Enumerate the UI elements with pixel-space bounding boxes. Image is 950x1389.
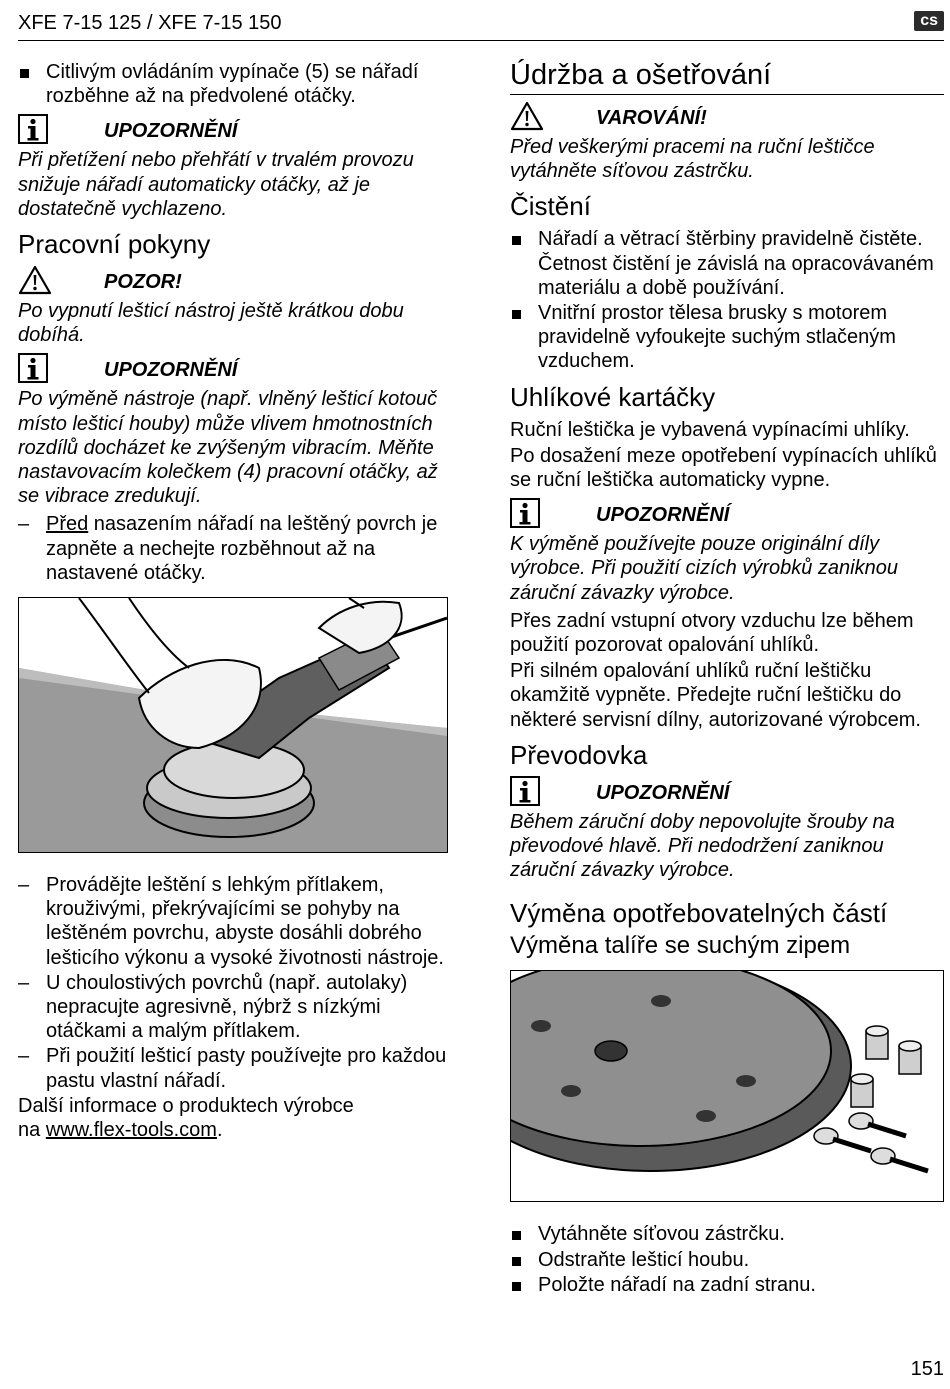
backing-pad-illustration [510,970,944,1202]
cleaning-list [510,227,944,373]
section-heading-gearbox: Převodovka [510,739,648,770]
dash-list-tips [18,873,450,1093]
notice-overload [18,114,450,221]
list-item: Vytáhněte síťovou zástrčku. [510,1222,944,1246]
info-icon [510,776,540,806]
notice-text: Při přetížení nebo přehřátí v trvalém provozu snižuje nářadí automaticky otáčky, až je dostatečně vychlazeno. [18,149,414,220]
notice-text: Během záruční doby nepovolujte šrouby na převodové hlavě. Při nedodržení zaniknou záruční závazky výrobce. [510,810,895,882]
list-item: – U choulostivých povrchů (např. autolaky) nepracujte agresivně, nýbrž s nízkými otáčkami a malým přítlakem. [18,971,450,1044]
subheading-backing-pad: Výměna talíře se suchým zipem [510,932,851,960]
paragraph: Ruční leštička je vybavená vypínacími uhlíky. [510,418,910,441]
language-badge: cs [914,11,944,31]
notice-vibration [18,353,450,508]
warning-triangle-icon [18,265,52,295]
more-info-text [18,1094,450,1142]
more-info-period: . [216,1119,223,1142]
info-icon [510,498,540,528]
info-icon [18,353,48,383]
caution-label: POZOR! [104,271,182,294]
section-heading-maintenance: Údržba a ošetřování [510,60,944,95]
page-header [18,8,944,41]
section-heading-replace-parts: Výměna opotřebovatelných částí [510,898,888,929]
warning-label: VAROVÁNÍ! [596,107,707,129]
left-column [18,60,450,1144]
list-item: Citlivým ovládáním vypínače (5) se nářadí rozběhne až na předvolené otáčky. [18,60,450,108]
switch-bullet-list [18,60,450,108]
warning-text: Před veškerými pracemi na ruční leštičce vytáhněte síťovou zástrčku. [510,136,875,183]
document-title: XFE 7-15 125 / XFE 7-15 150 [18,12,282,34]
list-item: Odstraňte lešticí houbu. [510,1248,944,1272]
notice-text: Po výměně nástroje (např. vlněný lešticí kotouč místo lešticí houby) může vlivem hmotnostních rozdílů docházet ke zvýšeným vibracím. Měňte nastavovacím kolečkem (4) pracovní otáčky, až se vibrace zredukují. [18,388,438,508]
paragraph: Přes zadní vstupní otvory vzduchu lze během použití pozorovat opalování uhlíků. [510,609,914,657]
polisher-drawing [19,598,447,852]
warning-triangle-icon [510,101,544,131]
more-info-line1: Další informace o produktech výrobce [18,1094,354,1117]
notice-original-parts [510,498,944,605]
website-link[interactable]: www.flex-tools.com [45,1119,217,1142]
backing-pad-drawing [511,971,943,1201]
caution-notice [18,265,450,347]
caution-text: Po vypnutí lešticí nástroj ještě krátkou dobu dobíhá. [18,300,404,347]
notice-label: UPOZORNĚNÍ [596,781,730,804]
section-heading-work-instructions: Pracovní pokyny [18,229,211,260]
list-item: Vnitřní prostor tělesa brusky s motorem pravidelně vyfoukejte suchým stlačeným vzduchem. [510,301,944,374]
dash-list-start [18,512,450,585]
notice-label: UPOZORNĚNÍ [104,120,238,143]
info-icon [18,114,48,144]
notice-text: K výměně používejte pouze originální díly výrobce. Při použití cizích výrobků zaniknou záruční závazky výrobce. [510,533,898,604]
section-heading-cleaning: Čistění [510,191,591,222]
polisher-illustration [18,597,448,853]
more-info-line2: na [18,1119,46,1142]
right-column [510,60,944,1298]
replace-steps-list [510,1222,944,1297]
paragraph: Po dosažení meze opotřebení vypínacích uhlíků se ruční leštička automaticky vypne. [510,444,937,492]
list-item: Nářadí a větrací štěrbiny pravidelně čistěte. Četnost čistění je závislá na opracovávaném materiálu a době používání. [510,227,944,300]
emphasis-word: Před [46,513,89,536]
list-item: – Provádějte leštění s lehkým přítlakem, krouživými, překrývajícími se pohyby na leštěném povrchu, abyste dosáhli dobrého lešticího výkonu a vysoké životnosti nástroje. [18,873,450,970]
notice-label: UPOZORNĚNÍ [596,504,730,527]
section-heading-carbon-brushes: Uhlíkové kartáčky [510,381,716,412]
notice-gearbox [510,776,944,883]
warning-notice [510,101,944,183]
list-item: – Při použití lešticí pasty používejte pro každou pastu vlastní nářadí. [18,1044,450,1092]
list-item-text: nasazením nářadí na leštěný povrch je zapněte a nechejte rozběhnout až na nastavené otáčky. [46,513,438,584]
list-item [18,512,450,585]
page-number: 151 [910,1358,944,1380]
list-item: Položte nářadí na zadní stranu. [510,1273,944,1297]
paragraph: Při silném opalování uhlíků ruční leštičku okamžitě vypněte. Předejte ruční leštičku do některé servisní dílny, autorizované výrobcem. [510,660,921,731]
notice-label: UPOZORNĚNÍ [104,359,238,382]
